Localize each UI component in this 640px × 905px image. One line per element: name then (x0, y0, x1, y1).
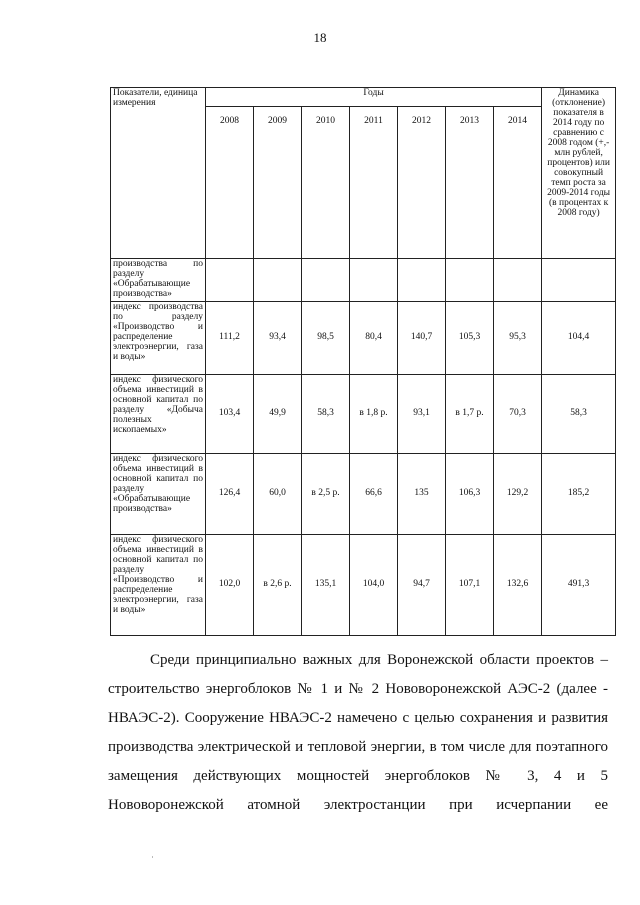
table-row (111, 259, 616, 302)
body-paragraph: Среди принципиально важных для Воронежской области проектов – строительство энергоблоков № 1 и № 2 Нововоронежской АЭС-2 (далее - НВАЭС-2). Сооружение НВАЭС-2 намечено с целью сохранения и развития производства электрической и тепловой энергии, в том числе для поэтапного замещения действующих мощностей энергоблоков № 3, 4 и 5 Нововоронежской атомной электростанции при исчерпании ее (108, 652, 608, 813)
value-cell (302, 259, 350, 302)
row-label: индекс физического объема инвестиций в основной капитал по разделу «Добыча полезных ископаемых» (111, 374, 206, 453)
dynamics-cell: 185,2 (542, 453, 616, 534)
header-year: 2014 (494, 107, 542, 259)
table-row (111, 534, 616, 635)
dynamics-cell: 491,3 (542, 534, 616, 635)
value-cell (446, 259, 494, 302)
value-cell: в 1,8 р. (350, 374, 398, 453)
value-cell: 66,6 (350, 453, 398, 534)
value-cell: 93,4 (254, 301, 302, 374)
value-cell: 135 (398, 453, 446, 534)
header-year: 2011 (350, 107, 398, 259)
value-cell: в 2,6 р. (254, 534, 302, 635)
header-year: 2010 (302, 107, 350, 259)
value-cell (254, 259, 302, 302)
table-row (111, 374, 616, 453)
header-year: 2012 (398, 107, 446, 259)
value-cell: 70,3 (494, 374, 542, 453)
header-years-group: Годы (206, 88, 542, 107)
value-cell: 132,6 (494, 534, 542, 635)
value-cell: 107,1 (446, 534, 494, 635)
value-cell: 98,5 (302, 301, 350, 374)
value-cell (350, 259, 398, 302)
value-cell: 106,3 (446, 453, 494, 534)
value-cell: 93,1 (398, 374, 446, 453)
dynamics-cell: 58,3 (542, 374, 616, 453)
header-year: 2008 (206, 107, 254, 259)
value-cell: 60,0 (254, 453, 302, 534)
value-cell (398, 259, 446, 302)
header-year: 2009 (254, 107, 302, 259)
value-cell (206, 259, 254, 302)
value-cell: 103,4 (206, 374, 254, 453)
value-cell: в 1,7 р. (446, 374, 494, 453)
row-label: индекс производства по разделу «Производство и распределение электроэнергии, газа и воды» (111, 301, 206, 374)
scan-speck (152, 856, 153, 858)
header-indicator: Показатели, единица измерения (111, 88, 206, 259)
value-cell: 49,9 (254, 374, 302, 453)
value-cell: 126,4 (206, 453, 254, 534)
value-cell: 95,3 (494, 301, 542, 374)
value-cell: 94,7 (398, 534, 446, 635)
value-cell: 111,2 (206, 301, 254, 374)
value-cell: 140,7 (398, 301, 446, 374)
dynamics-cell (542, 259, 616, 302)
value-cell: 105,3 (446, 301, 494, 374)
row-label: производства по разделу «Обрабатывающие производства» (111, 259, 206, 302)
page-number: 18 (313, 30, 327, 45)
value-cell: 80,4 (350, 301, 398, 374)
value-cell: 135,1 (302, 534, 350, 635)
row-label: индекс физического объема инвестиций в основной капитал по разделу «Производство и распределение электроэнергии, газа и воды» (111, 534, 206, 635)
table-row (111, 301, 616, 374)
row-label: индекс физического объема инвестиций в основной капитал по разделу «Обрабатывающие производства» (111, 453, 206, 534)
value-cell: 58,3 (302, 374, 350, 453)
value-cell (494, 259, 542, 302)
value-cell: в 2,5 р. (302, 453, 350, 534)
header-dynamics: Динамика (отклонение) показателя в 2014 году по сравнению с 2008 годом (+,- млн рублей, процентов) или совокупный темп роста за 2009-2014 годы (в процентах к 2008 году) (542, 88, 616, 259)
indicators-table (110, 87, 616, 636)
value-cell: 104,0 (350, 534, 398, 635)
table-row (111, 453, 616, 534)
dynamics-cell: 104,4 (542, 301, 616, 374)
value-cell: 102,0 (206, 534, 254, 635)
value-cell: 129,2 (494, 453, 542, 534)
header-year: 2013 (446, 107, 494, 259)
